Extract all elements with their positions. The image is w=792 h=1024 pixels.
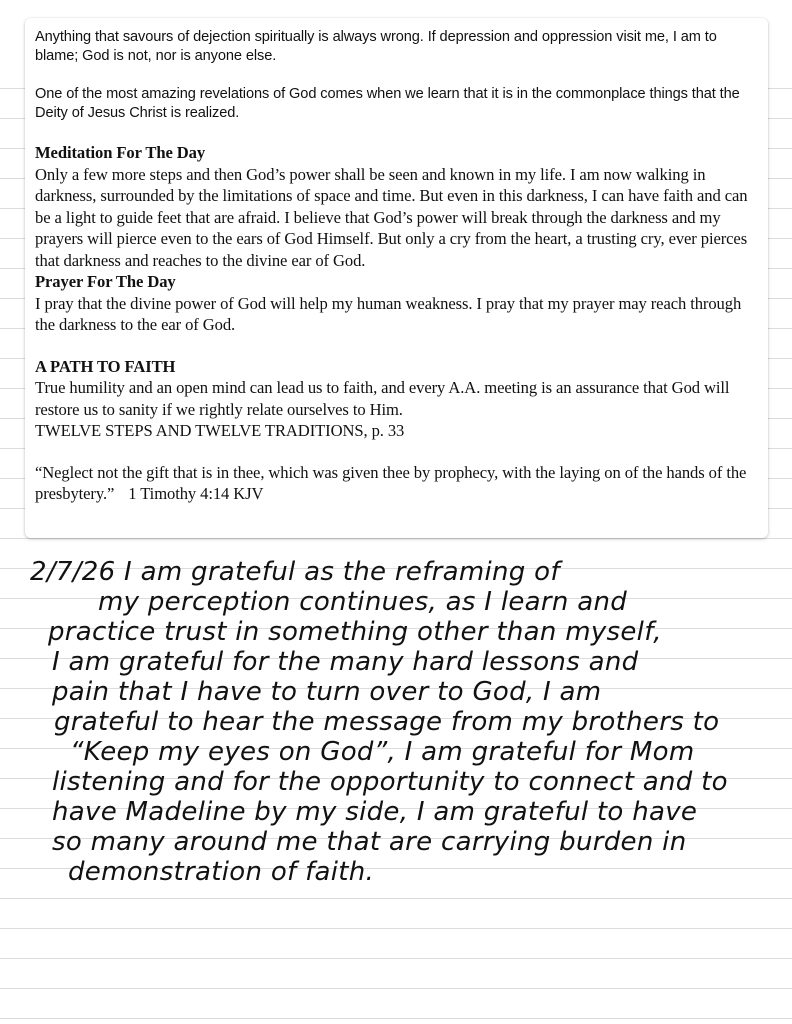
meditation-body: Only a few more steps and then God’s power shall be seen and known in my life. I am now walking in darkness, surrounded by the limitations of space and time. But even in this darkness, I can have faith and can be a light to guide feet that are afraid. I believe that God’s power will break through the darkness and my prayers will pierce even to the ears of God Himself. But only a cry from the heart, a trusting cry, ever pierces that darkness and reaches to the divine ear of God. — [35, 164, 748, 270]
scripture-verse — [35, 462, 758, 505]
journal-line: pain that I have to turn over to God, I am — [52, 677, 602, 707]
spacer — [35, 66, 758, 85]
spacer — [35, 336, 758, 356]
prayer-heading: Prayer For The Day — [35, 272, 176, 291]
meditation-heading: Meditation For The Day — [35, 143, 206, 162]
journal-line: so many around me that are carrying burden in — [52, 827, 687, 857]
verse-reference: 1 Timothy 4:14 KJV — [128, 484, 264, 503]
ruled-line — [0, 928, 792, 929]
reading-paragraph: One of the most amazing revelations of God comes when we learn that it is in the commonplace things that the Deity of Jesus Christ is realized. — [35, 86, 740, 121]
journal-line: I am grateful for the many hard lessons and — [52, 647, 639, 677]
ruled-line — [0, 988, 792, 989]
reading-paragraph: Anything that savours of dejection spiritually is always wrong. If depression and oppression visit me, I am to blame; God is not, nor is anyone else. — [35, 29, 717, 64]
spacer — [35, 123, 758, 142]
ruled-line — [0, 958, 792, 959]
journal-line: have Madeline by my side, I am grateful to have — [52, 797, 698, 827]
journal-line: 2/7/26 I am grateful as the reframing of — [30, 557, 560, 587]
journal-line: “Keep my eyes on God”, I am grateful for Mom — [70, 737, 695, 767]
handwritten-journal-entry — [30, 558, 770, 898]
journal-line: grateful to hear the message from my brothers to — [54, 707, 720, 737]
path-to-faith-source: TWELVE STEPS AND TWELVE TRADITIONS, p. 33 — [35, 421, 405, 440]
verse-text: “Neglect not the gift that is in thee, which was given thee by prophecy, with the laying on of the hands of the presbytery.” — [35, 462, 747, 503]
prayer-body: I pray that the divine power of God will help my human weakness. I pray that my prayer may reach through the darkness to the ear of God. — [35, 293, 742, 334]
journal-line: demonstration of faith. — [68, 857, 375, 887]
journal-line: my perception continues, as I learn and — [98, 587, 628, 617]
path-to-faith-heading: A PATH TO FAITH — [35, 356, 176, 376]
ruled-line — [0, 1018, 792, 1019]
journal-line: practice trust in something other than myself, — [48, 617, 662, 647]
spacer — [35, 442, 758, 462]
ruled-line — [0, 538, 792, 539]
path-to-faith-body: True humility and an open mind can lead us to faith, and every A.A. meeting is an assurance that God will restore us to sanity if we rightly relate ourselves to Him. — [35, 378, 730, 419]
journal-line: listening and for the opportunity to connect and to — [52, 767, 728, 797]
ruled-line — [0, 898, 792, 899]
devotional-reading-card — [25, 18, 768, 538]
